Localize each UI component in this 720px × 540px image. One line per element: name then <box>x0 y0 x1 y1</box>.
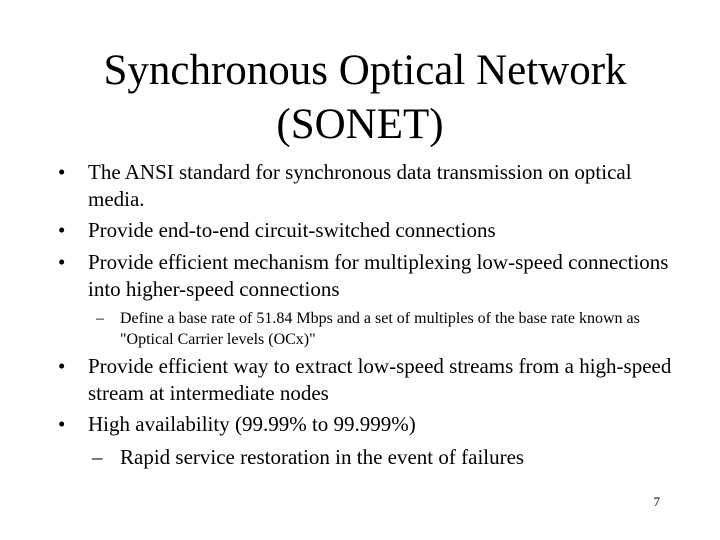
title-line-1: Synchronous Optical Network <box>103 47 627 94</box>
bullet-item <box>58 353 688 407</box>
sub-bullet-item <box>96 308 680 350</box>
bullet-text: Provide efficient mechanism for multiplexing low-speed connections into higher-speed connections <box>88 250 669 301</box>
bullet-text: Provide efficient way to extract low-speed streams from a high-speed stream at intermediate nodes <box>88 354 672 405</box>
dash-marker-icon: – <box>96 310 104 327</box>
dash-marker-icon: – <box>92 445 103 469</box>
bullet-item <box>58 159 688 213</box>
bullet-item <box>58 249 688 303</box>
slide-title <box>0 44 720 152</box>
bullet-marker-icon: • <box>58 354 66 378</box>
sub-bullet-text: Rapid service restoration in the event of failures <box>120 445 525 469</box>
bullet-text: Provide end-to-end circuit-switched connections <box>88 218 496 242</box>
sub-bullet-text: Define a base rate of 51.84 Mbps and a set of multiples of the base rate known as "Optical Carrier levels (OCx)" <box>120 310 640 348</box>
sub-bullet-item <box>92 444 680 471</box>
bullet-marker-icon: • <box>58 218 66 242</box>
bullet-text: High availability (99.99% to 99.999%) <box>88 412 416 436</box>
bullet-marker-icon: • <box>58 160 66 184</box>
bullet-item <box>58 411 688 438</box>
bullet-marker-icon: • <box>58 412 66 436</box>
bullet-text: The ANSI standard for synchronous data transmission on optical media. <box>88 160 632 211</box>
page-number: 7 <box>653 494 660 509</box>
bullet-marker-icon: • <box>58 250 66 274</box>
bullet-item <box>58 217 688 244</box>
title-line-2: (SONET) <box>276 101 444 148</box>
